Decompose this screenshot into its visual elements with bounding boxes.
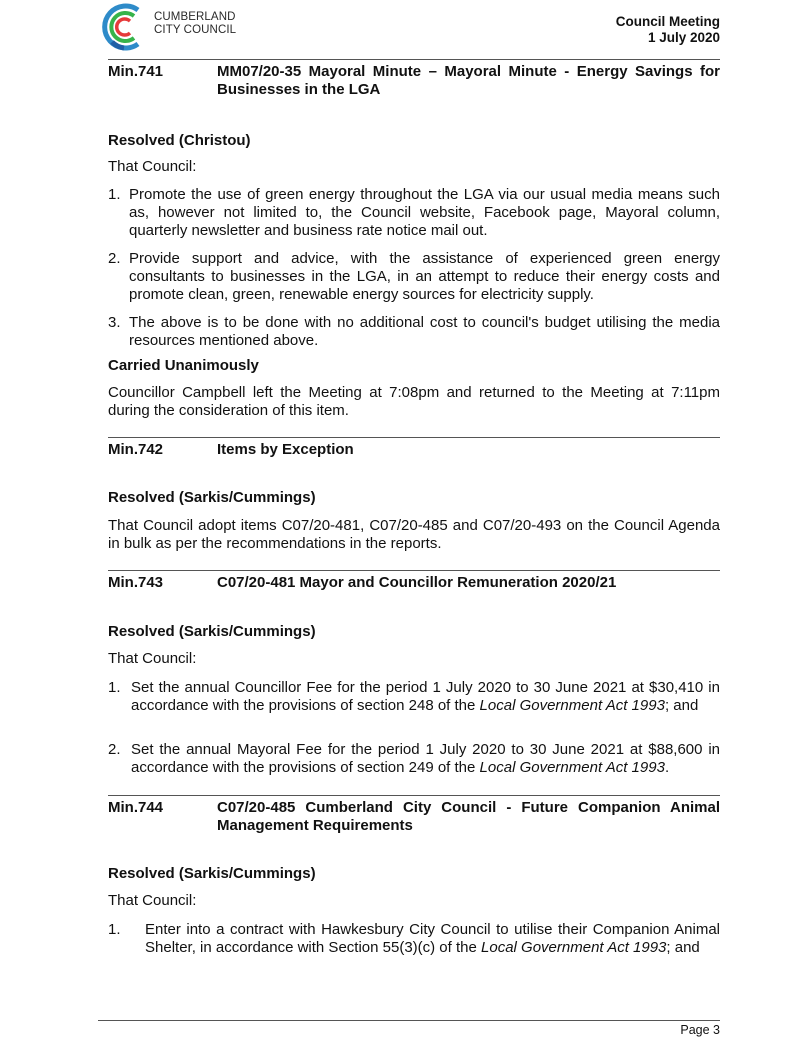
minute-744-heading xyxy=(108,795,720,834)
item-text-main: Enter into a contract with Hawkesbury City Council to utilise their Companion Animal Shelter, in accordance with Section 55(3)(c) of the xyxy=(145,921,720,956)
minute-743-heading xyxy=(108,570,720,591)
minute-title: MM07/20-35 Mayoral Minute – Mayoral Minute - Energy Savings for Businesses in the LGA xyxy=(217,63,720,98)
minute-number: Min.741 xyxy=(108,63,164,80)
resolved-label: Resolved (Christou) xyxy=(108,132,251,149)
item-number: 1. xyxy=(108,679,121,696)
item-text-end: ; and xyxy=(666,939,700,956)
resolved-label: Resolved (Sarkis/Cummings) xyxy=(108,489,316,506)
attendance-note: Councillor Campbell left the Meeting at 7:08pm and returned to the Meeting at 7:11pm during the consideration of this item. xyxy=(108,384,720,419)
meeting-title: Council Meeting xyxy=(615,14,720,29)
minute-number: Min.744 xyxy=(108,799,164,816)
act-name: Local Government Act 1993 xyxy=(479,697,665,714)
minute-number: Min.743 xyxy=(108,574,164,591)
item-text-end: . xyxy=(664,759,670,776)
meeting-date: 1 July 2020 xyxy=(647,30,720,45)
minute-title: Items by Exception xyxy=(217,441,354,458)
that-council-intro: That Council: xyxy=(108,158,197,175)
item-number: 2. xyxy=(108,250,121,267)
resolved-label: Resolved (Sarkis/Cummings) xyxy=(108,865,316,882)
minute-number: Min.742 xyxy=(108,441,164,458)
item-text: Promote the use of green energy throughout the LGA via our usual media means such as, however not limited to, the Council website, Facebook page, Mayoral column, quarterly newsletter and business rate notice mail out. xyxy=(129,186,720,239)
item-text xyxy=(145,921,720,957)
item-number: 1. xyxy=(108,186,121,203)
item-text-end: ; and xyxy=(664,697,699,714)
logo-text xyxy=(154,11,236,36)
item-text: The above is to be done with no additional cost to council's budget utilising the media resources mentioned above. xyxy=(129,314,720,349)
council-logo xyxy=(100,2,260,52)
cumberland-c-logo-icon xyxy=(100,2,150,52)
item-text xyxy=(131,741,720,777)
resolution-text: That Council adopt items C07/20-481, C07/20-485 and C07/20-493 on the Council Agenda in bulk as per the recommendations in the reports. xyxy=(108,517,720,552)
carried-label: Carried Unanimously xyxy=(108,357,259,374)
that-council-intro: That Council: xyxy=(108,650,197,667)
item-number: 2. xyxy=(108,741,121,758)
item-text: Provide support and advice, with the assistance of experienced green energy consultants to businesses in the LGA, in an attempt to reduce their energy costs and promote clean, green, renewable energy sources for electricity supply. xyxy=(129,250,720,303)
minute-title: C07/20-485 Cumberland City Council - Future Companion Animal Management Requirements xyxy=(217,799,720,834)
item-text xyxy=(131,679,720,715)
item-number: 1. xyxy=(108,921,121,938)
item-text-main: Set the annual Councillor Fee for the period 1 July 2020 to 30 June 2021 at $30,410 in accordance with the provisions of section 248 of the xyxy=(131,679,720,714)
footer-divider xyxy=(98,1020,720,1021)
page-number: Page 3 xyxy=(680,1023,720,1037)
logo-line-1: CUMBERLAND xyxy=(154,11,236,23)
minute-title: C07/20-481 Mayor and Councillor Remuneration 2020/21 xyxy=(217,574,617,591)
act-name: Local Government Act 1993 xyxy=(479,759,665,776)
minute-742-heading xyxy=(108,437,720,458)
act-name: Local Government Act 1993 xyxy=(481,939,667,956)
item-number: 3. xyxy=(108,314,121,331)
item-text-main: Set the annual Mayoral Fee for the period 1 July 2020 to 30 June 2021 at $88,600 in accordance with the provisions of section 249 of the xyxy=(131,741,720,776)
resolved-label: Resolved (Sarkis/Cummings) xyxy=(108,623,316,640)
meeting-info xyxy=(616,14,720,46)
that-council-intro: That Council: xyxy=(108,892,197,909)
minute-741-heading xyxy=(108,59,720,98)
logo-line-2: CITY COUNCIL xyxy=(154,23,237,36)
